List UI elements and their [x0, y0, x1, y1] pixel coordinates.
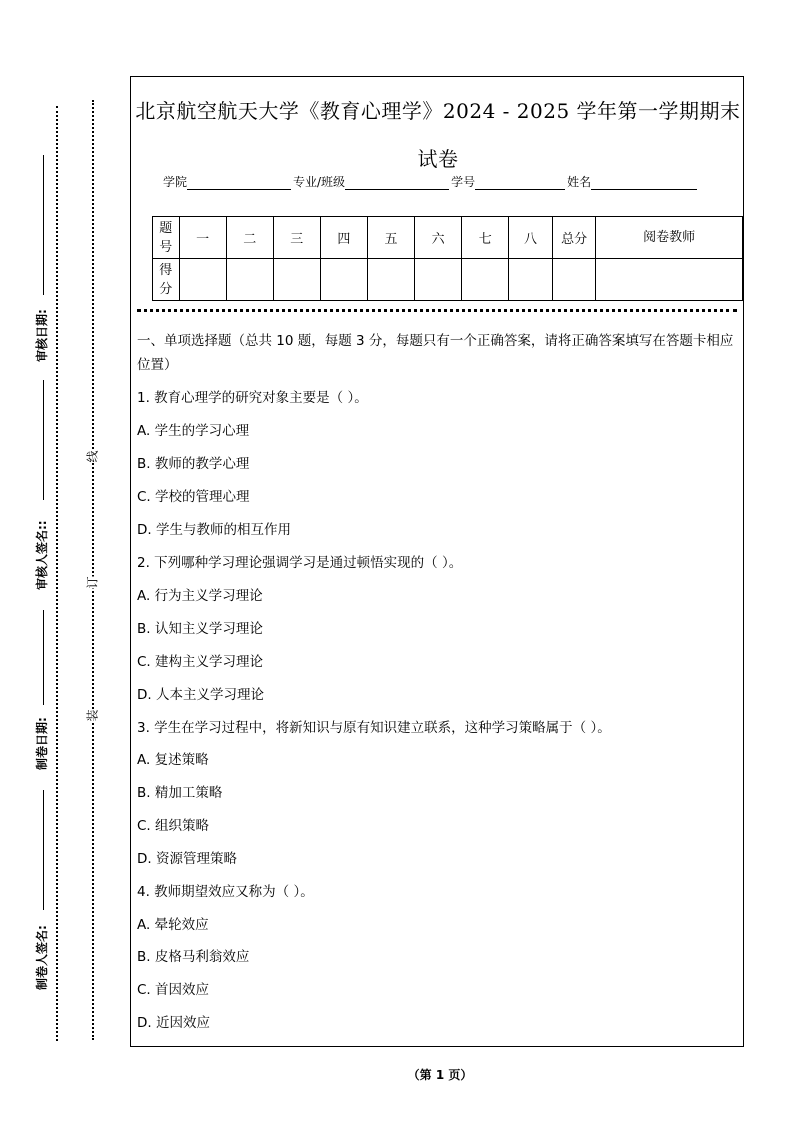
student-info-row — [163, 173, 699, 190]
option: D. 学生与教师的相互作用 — [137, 522, 291, 538]
score-cell-total[interactable] — [552, 259, 596, 301]
col-2: 二 — [226, 217, 273, 259]
question-stem: 4. 教师期望效应又称为（ ）。 — [137, 884, 314, 900]
student-id-field[interactable] — [475, 175, 565, 190]
option: B. 精加工策略 — [137, 785, 223, 801]
reviewer-date-label: 审核日期: — [35, 309, 49, 362]
col-4: 四 — [320, 217, 367, 259]
col-8: 八 — [509, 217, 553, 259]
option: D. 近因效应 — [137, 1015, 210, 1031]
option: C. 建构主义学习理论 — [137, 654, 264, 670]
binding-line-char: 线 — [85, 450, 100, 463]
score-cell[interactable] — [226, 259, 273, 301]
page-number: （第 1 页） — [407, 1068, 473, 1082]
maker-date-line — [43, 610, 44, 705]
question-number-header: 题号 — [153, 217, 180, 259]
question-stem: 1. 教育心理学的研究对象主要是（ ）。 — [137, 390, 368, 406]
option: A. 行为主义学习理论 — [137, 588, 263, 604]
reviewer-date-line — [43, 155, 44, 295]
col-6: 六 — [415, 217, 462, 259]
grader-cell[interactable] — [596, 259, 743, 301]
reviewer-sign-label: 审核人签名:: — [35, 520, 49, 590]
outer-dotted-line — [56, 106, 58, 1041]
cut-dotted-line — [92, 100, 94, 1040]
name-label: 姓名 — [567, 175, 592, 189]
separator-dotted-line — [137, 309, 737, 312]
college-field[interactable] — [187, 175, 291, 190]
col-total: 总分 — [552, 217, 596, 259]
binding-ding-char: 订 — [85, 576, 100, 589]
question-stem: 2. 下列哪种学习理论强调学习是通过顿悟实现的（ ）。 — [137, 555, 463, 571]
option: A. 学生的学习心理 — [137, 423, 250, 439]
major-label: 专业/班级 — [293, 175, 346, 189]
col-5: 五 — [367, 217, 414, 259]
option: D. 资源管理策略 — [137, 851, 237, 867]
score-cell[interactable] — [367, 259, 414, 301]
score-table — [152, 216, 743, 301]
exam-frame — [130, 76, 744, 1047]
score-cell[interactable] — [509, 259, 553, 301]
grader-header: 阅卷教师 — [596, 217, 743, 259]
option: C. 首因效应 — [137, 982, 210, 998]
score-cell[interactable] — [320, 259, 367, 301]
option: B. 教师的教学心理 — [137, 456, 250, 472]
score-cell[interactable] — [273, 259, 320, 301]
score-cell[interactable] — [179, 259, 226, 301]
score-row-header: 得分 — [153, 259, 180, 301]
major-field[interactable] — [345, 175, 449, 190]
col-1: 一 — [179, 217, 226, 259]
name-field[interactable] — [591, 175, 697, 190]
option: B. 皮格马利翁效应 — [137, 949, 250, 965]
title-line-1: 北京航空航天大学《教育心理学》2024 - 2025 学年第一学期期末 — [135, 99, 741, 123]
option: D. 人本主义学习理论 — [137, 687, 264, 703]
col-3: 三 — [273, 217, 320, 259]
option: A. 晕轮效应 — [137, 917, 209, 933]
option: B. 认知主义学习理论 — [137, 621, 263, 637]
option: A. 复述策略 — [137, 752, 209, 768]
option: C. 学校的管理心理 — [137, 489, 250, 505]
question-stem: 3. 学生在学习过程中，将新知识与原有知识建立联系，这种学习策略属于（ ）。 — [137, 720, 611, 736]
binding-zhuang-char: 装 — [85, 709, 100, 722]
title-line-2: 试卷 — [417, 147, 459, 171]
id-label: 学号 — [451, 175, 476, 189]
score-cell[interactable] — [415, 259, 462, 301]
col-7: 七 — [462, 217, 509, 259]
option: C. 组织策略 — [137, 818, 210, 834]
college-label: 学院 — [163, 175, 188, 189]
maker-date-label: 制卷日期: — [35, 717, 49, 770]
score-cell[interactable] — [462, 259, 509, 301]
maker-sign-label: 制卷人签名: — [35, 925, 49, 990]
section-heading: 一、单项选择题（总共 10 题，每题 3 分，每题只有一个正确答案，请将正确答案填写在答题卡相应位置） — [137, 333, 734, 373]
reviewer-sign-line — [43, 380, 44, 500]
exam-title — [131, 87, 745, 183]
maker-sign-line — [43, 790, 44, 910]
